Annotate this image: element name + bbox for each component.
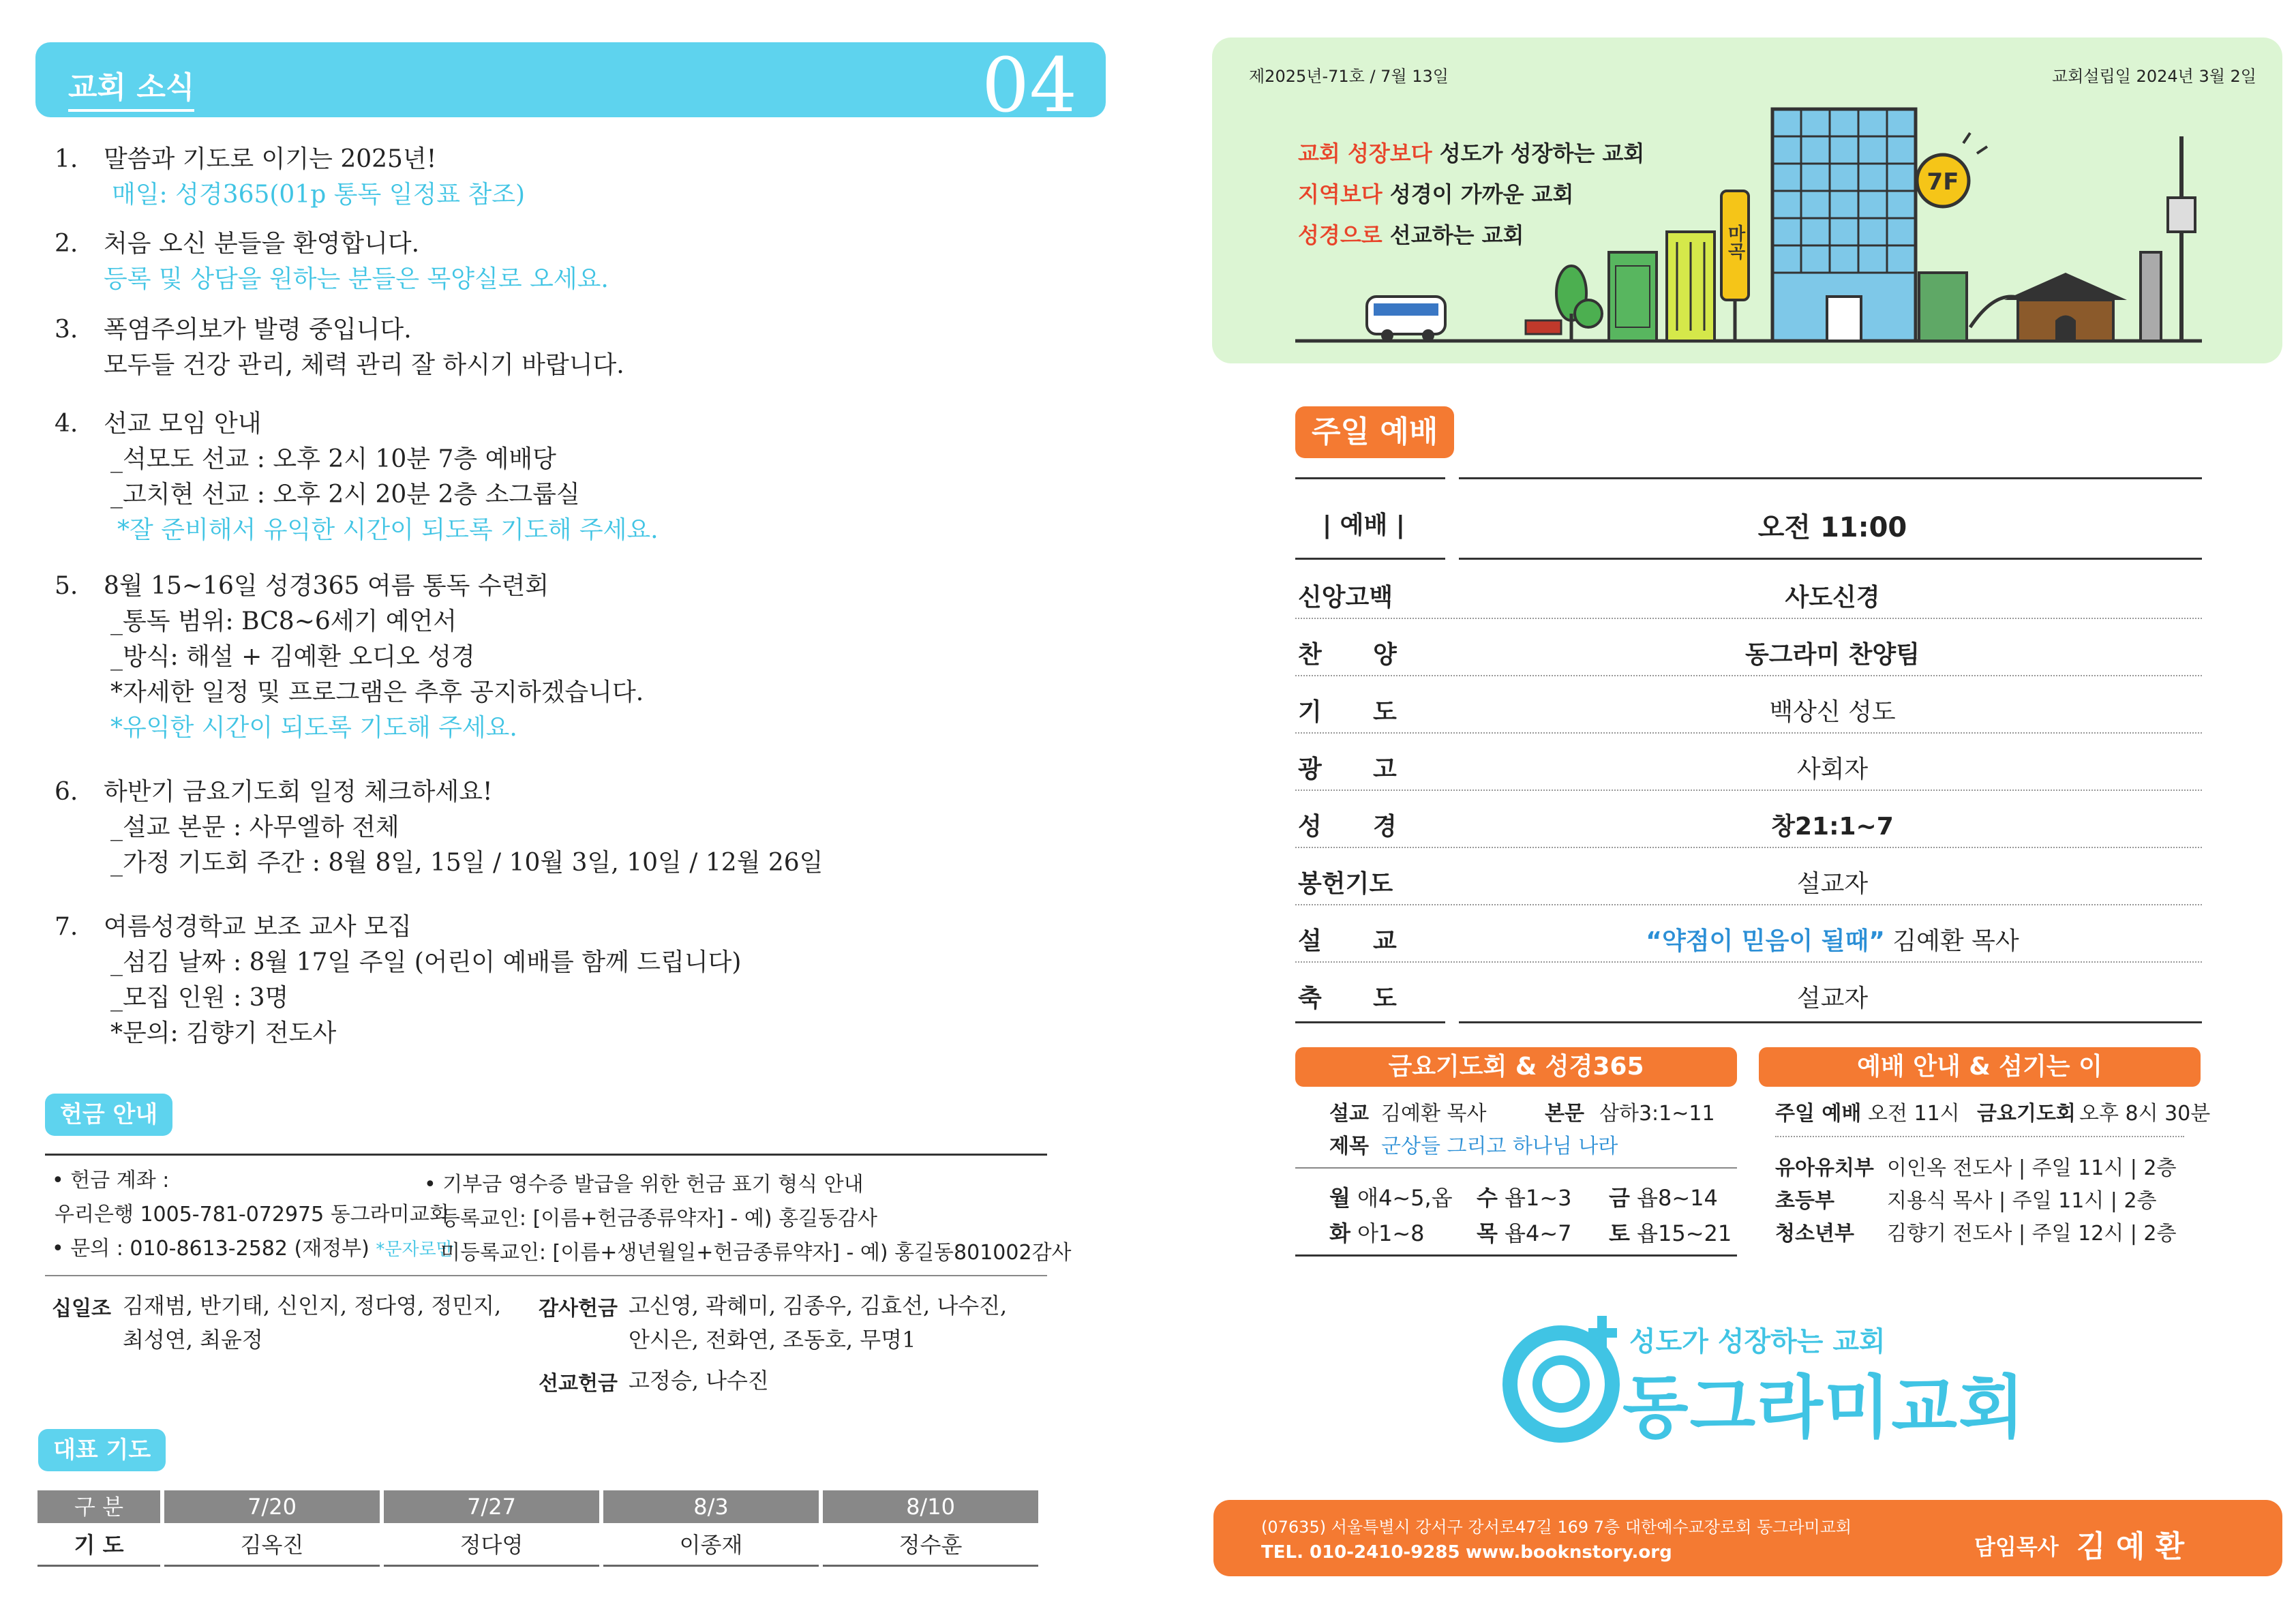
palace-gate-icon bbox=[2004, 273, 2127, 341]
dept-name: 유아유치부 bbox=[1775, 1156, 1874, 1180]
city-illustration bbox=[1288, 95, 2216, 348]
receipt-registered: 등록교인: [이름+헌금종류약자] - 예) 홍길동감사 bbox=[440, 1207, 877, 1231]
service-info-title: 예배 안내 & 섬기는 이 bbox=[1759, 1047, 2201, 1087]
news-item-4 bbox=[55, 406, 659, 548]
order-value: 사도신경 bbox=[1785, 584, 1880, 612]
friday-text: 삼하3:1~11 bbox=[1599, 1102, 1715, 1126]
day: 화 bbox=[1329, 1220, 1350, 1246]
order-divider bbox=[1295, 790, 2202, 791]
bible-day-wed bbox=[1477, 1181, 1572, 1212]
order-divider bbox=[1295, 732, 2202, 734]
news-num: 1. bbox=[55, 145, 78, 173]
bible-day-mon bbox=[1329, 1181, 1453, 1212]
slogan-accent: 지역보다 bbox=[1298, 181, 1383, 207]
order-label: 광 고 bbox=[1298, 755, 1397, 783]
bible-day-sat bbox=[1609, 1216, 1732, 1248]
reading: 애4~5,옵 bbox=[1357, 1185, 1453, 1211]
order-label: 설 교 bbox=[1298, 927, 1397, 955]
logo-name: 동그라미교회 bbox=[1622, 1368, 2026, 1447]
service-label: | 예배 | bbox=[1323, 511, 1405, 539]
order-divider bbox=[1295, 618, 2202, 619]
sunday-label: 주일 예배 bbox=[1775, 1102, 1862, 1126]
day: 월 bbox=[1329, 1185, 1350, 1211]
bible-day-fri bbox=[1609, 1181, 1718, 1212]
order-bottom-rule-left bbox=[1295, 1021, 1445, 1023]
prayer-row-label: 기 도 bbox=[37, 1526, 160, 1567]
friday-sermon: 김예환 목사 bbox=[1381, 1102, 1487, 1126]
news-line: _고치현 선교 : 오후 2시 20분 2층 소그룹실 bbox=[110, 481, 580, 509]
worship-title: 주일 예배 bbox=[1295, 406, 1454, 458]
prayer-header-cell: 8/3 bbox=[603, 1490, 819, 1523]
news-line: 선교 모임 안내 bbox=[104, 410, 262, 438]
slogan-rest: 선교하는 교회 bbox=[1382, 222, 1524, 248]
inquiry-text: • 문의 : 010-8613-2582 (재정부) bbox=[52, 1237, 369, 1261]
dept-info: 이인옥 전도사 | 주일 11시 | 2층 bbox=[1887, 1156, 2177, 1180]
news-note: *유익한 시간이 되도록 기도해 주세요. bbox=[110, 714, 517, 742]
bible-day-tue bbox=[1329, 1216, 1425, 1248]
offering-title: 헌금 안내 bbox=[45, 1094, 172, 1136]
prayer-cell: 김옥진 bbox=[164, 1526, 380, 1567]
friday-divider bbox=[1295, 1167, 1737, 1169]
account-number: 우리은행 1005-781-072975 동그라미교회 bbox=[55, 1203, 449, 1227]
prayer-cell: 정수훈 bbox=[823, 1526, 1038, 1567]
friday-sermon-label: 설교 bbox=[1329, 1102, 1369, 1126]
thanks-names-2: 안시은, 전화연, 조동호, 무명1 bbox=[629, 1327, 916, 1353]
order-value: 동그라미 찬양팀 bbox=[1745, 641, 1920, 669]
footer-tel: TEL. 010-2410-9285 bbox=[1261, 1542, 1460, 1563]
news-num: 6. bbox=[55, 778, 78, 806]
reading: 아1~8 bbox=[1357, 1220, 1425, 1246]
pastor-label: 담임목사 bbox=[1974, 1534, 2059, 1560]
tithe-names-2: 최성연, 최윤정 bbox=[123, 1327, 263, 1353]
news-line: *문의: 김향기 전도사 bbox=[110, 1019, 337, 1047]
dept-info: 지용식 목사 | 주일 11시 | 2층 bbox=[1887, 1189, 2157, 1213]
service-time: 오전 11:00 bbox=[1757, 512, 1907, 543]
friday-topic-label: 제목 bbox=[1329, 1134, 1369, 1158]
day: 수 bbox=[1477, 1185, 1498, 1211]
order-bottom-rule-right bbox=[1459, 1021, 2202, 1023]
prayer-title: 대표 기도 bbox=[38, 1429, 166, 1471]
news-note: *잘 준비해서 유익한 시간이 되도록 기도해 주세요. bbox=[117, 516, 659, 544]
pastor-name: 김 예 환 bbox=[2076, 1529, 2185, 1564]
prayer-header-row bbox=[37, 1490, 1040, 1523]
order-top-rule-left bbox=[1295, 477, 1445, 479]
news-line: _섬김 날짜 : 8월 17일 주일 (어린이 예배를 함께 드립니다) bbox=[110, 948, 742, 976]
order-label: 봉헌기도 bbox=[1298, 870, 1393, 898]
news-line: 여름성경학교 보조 교사 모집 bbox=[104, 913, 412, 941]
slogan-accent: 성경으로 bbox=[1298, 222, 1383, 248]
footer-web[interactable]: www.booknstory.org bbox=[1466, 1542, 1672, 1563]
news-header-bar bbox=[35, 42, 1106, 117]
news-note: 등록 및 상담을 원하는 분들은 목양실로 오세요. bbox=[104, 265, 609, 293]
inquiry-note: *문자로만 bbox=[376, 1239, 453, 1260]
dept-info: 김향기 전도사 | 주일 12시 | 2층 bbox=[1887, 1222, 2177, 1246]
tree-icon bbox=[1556, 266, 1602, 341]
prayer-header-cell: 8/10 bbox=[823, 1490, 1038, 1523]
prayer-cell: 이종재 bbox=[603, 1526, 819, 1567]
order-label: 찬 양 bbox=[1298, 641, 1397, 669]
day: 목 bbox=[1477, 1220, 1498, 1246]
sermon-title-text: “약점이 믿음이 될때” bbox=[1646, 927, 1885, 955]
order-label: 축 도 bbox=[1298, 984, 1397, 1012]
mission-label: 선교헌금 bbox=[539, 1372, 618, 1396]
news-line: _석모도 선교 : 오후 2시 10분 7층 예배당 bbox=[110, 445, 556, 473]
seoul-tower-icon bbox=[2168, 136, 2195, 341]
floor-badge-label: 7F bbox=[1927, 168, 1959, 196]
magok-sign-icon bbox=[1721, 191, 1749, 341]
order-divider bbox=[1295, 904, 2202, 905]
news-num: 3. bbox=[55, 316, 78, 344]
reading: 욥15~21 bbox=[1637, 1220, 1732, 1246]
friday-service-time: 오후 8시 30분 bbox=[2079, 1102, 2211, 1126]
issue-number: 제2025년-71호 / 7월 13일 bbox=[1249, 67, 1449, 86]
prayer-header-cell: 구 분 bbox=[37, 1490, 160, 1523]
order-sep-right bbox=[1459, 558, 2202, 560]
news-line: 8월 15~16일 성경365 여름 통독 수련회 bbox=[104, 572, 549, 600]
news-line: 하반기 금요기도회 일정 체크하세요! bbox=[104, 778, 493, 806]
news-line: *자세한 일정 및 프로그램은 추후 공지하겠습니다. bbox=[110, 678, 644, 706]
mission-names: 고정승, 나수진 bbox=[629, 1368, 769, 1394]
order-value: 설교자 bbox=[1796, 870, 1869, 898]
order-label: 신앙고백 bbox=[1298, 584, 1393, 612]
offering-mid-rule bbox=[45, 1275, 1047, 1276]
prayer-table bbox=[37, 1490, 1040, 1572]
thanks-names: 고신영, 곽혜미, 김종우, 김효선, 나수진, bbox=[629, 1293, 1008, 1319]
founded-date: 교회설립일 2024년 3월 2일 bbox=[2052, 67, 2256, 86]
order-sep-left bbox=[1295, 558, 1445, 560]
reading: 욥4~7 bbox=[1505, 1220, 1572, 1246]
prayer-header-cell: 7/20 bbox=[164, 1490, 380, 1523]
news-item-6 bbox=[55, 775, 823, 881]
news-line: _통독 범위: BC8~6세기 예언서 bbox=[110, 607, 457, 635]
tithe-names: 김재범, 반기태, 신인지, 정다영, 정민지, bbox=[123, 1293, 502, 1319]
order-label: 기 도 bbox=[1298, 698, 1397, 726]
seventh-floor-badge-icon bbox=[1917, 133, 1987, 207]
friday-title: 금요기도회 & 성경365 bbox=[1295, 1047, 1737, 1087]
order-divider bbox=[1295, 961, 2202, 963]
news-line: 모두들 건강 관리, 체력 관리 잘 하시기 바랍니다. bbox=[104, 351, 624, 379]
reading: 욥8~14 bbox=[1637, 1185, 1718, 1211]
page-number: 04 bbox=[982, 42, 1077, 129]
news-line: _방식: 해설 + 김예환 오디오 성경 bbox=[110, 643, 475, 671]
order-value: 설교자 bbox=[1796, 984, 1869, 1012]
order-label: 성 경 bbox=[1298, 813, 1397, 841]
news-num: 2. bbox=[55, 230, 78, 258]
offering-top-rule bbox=[45, 1154, 1047, 1156]
friday-topic: 군상들 그리고 하나님 나라 bbox=[1381, 1134, 1618, 1158]
thanks-label: 감사헌금 bbox=[539, 1297, 618, 1321]
day: 토 bbox=[1609, 1220, 1630, 1246]
order-top-rule-right bbox=[1459, 477, 2202, 479]
slogan-rest: 성도가 성장하는 교회 bbox=[1432, 140, 1645, 166]
footer-address: (07635) 서울특별시 강서구 강서로47길 169 7층 대한예수교장로회 동그라미교회 bbox=[1261, 1518, 1852, 1537]
bus-icon bbox=[1367, 297, 1445, 342]
friday-text-label: 본문 bbox=[1545, 1102, 1584, 1126]
tithe-label: 십일조 bbox=[52, 1297, 111, 1321]
receipt-title: • 기부금 영수증 발급을 위한 헌금 표기 형식 안내 bbox=[424, 1173, 864, 1197]
account-label: • 헌금 계좌 : bbox=[52, 1169, 170, 1192]
news-note: 매일: 성경365(01p 통독 일정표 참조) bbox=[112, 181, 526, 209]
prayer-cell: 정다영 bbox=[384, 1526, 599, 1567]
news-line: 처음 오신 분들을 환영합니다. bbox=[104, 230, 420, 258]
receipt-unregistered: 미등록교인: [이름+생년월일+헌금종류약자] - 예) 홍길동801002감사 bbox=[440, 1241, 1072, 1265]
news-line: 말씀과 기도로 이기는 2025년! bbox=[104, 145, 437, 173]
bible-day-thu bbox=[1477, 1216, 1572, 1248]
news-line: 폭염주의보가 발령 중입니다. bbox=[104, 316, 412, 344]
prayer-header-cell: 7/27 bbox=[384, 1490, 599, 1523]
news-item-3 bbox=[55, 312, 624, 383]
news-line: _모집 인원 : 3명 bbox=[110, 984, 289, 1012]
church-logo-icon bbox=[1493, 1309, 1643, 1445]
news-section-title: 교회 소식 bbox=[68, 63, 194, 112]
day: 금 bbox=[1609, 1185, 1630, 1211]
inquiry bbox=[52, 1231, 453, 1261]
logo-tagline: 성도가 성장하는 교회 bbox=[1629, 1326, 1886, 1357]
service-info-divider bbox=[1775, 1136, 2184, 1137]
news-num: 4. bbox=[55, 410, 78, 438]
news-num: 5. bbox=[55, 572, 78, 600]
order-value: 백상신 성도 bbox=[1769, 698, 1896, 726]
slogan-rest: 성경이 가까운 교회 bbox=[1382, 181, 1574, 207]
order-divider bbox=[1295, 675, 2202, 676]
magok-sign-label: 마곡 bbox=[1725, 224, 1745, 260]
sermon-title bbox=[1464, 922, 2201, 957]
news-line: _설교 본문 : 사무엘하 전체 bbox=[110, 813, 399, 841]
dept-name: 초등부 bbox=[1775, 1189, 1834, 1213]
reading: 욥1~3 bbox=[1505, 1185, 1572, 1211]
sermon-preacher: 김예환 목사 bbox=[1884, 927, 2019, 955]
friday-service-label: 금요기도회 bbox=[1977, 1102, 2076, 1126]
news-item-1 bbox=[55, 142, 525, 213]
news-num: 7. bbox=[55, 913, 78, 941]
news-line: _가정 기도회 주간 : 8월 8일, 15일 / 10월 3일, 10일 / 12월 26일 bbox=[110, 849, 824, 877]
slogan-accent: 교회 성장보다 bbox=[1298, 140, 1432, 166]
order-divider bbox=[1295, 847, 2202, 848]
friday-bottom-rule bbox=[1295, 1254, 1737, 1257]
prayer-body-row bbox=[37, 1526, 1040, 1567]
news-item-5 bbox=[55, 569, 644, 746]
news-item-7 bbox=[55, 909, 741, 1051]
sunday-time: 오전 11시 bbox=[1868, 1102, 1960, 1126]
order-value: 창21:1~7 bbox=[1771, 813, 1894, 841]
dept-name: 청소년부 bbox=[1775, 1222, 1854, 1246]
news-item-2 bbox=[55, 226, 609, 297]
order-value: 사회자 bbox=[1796, 755, 1869, 783]
